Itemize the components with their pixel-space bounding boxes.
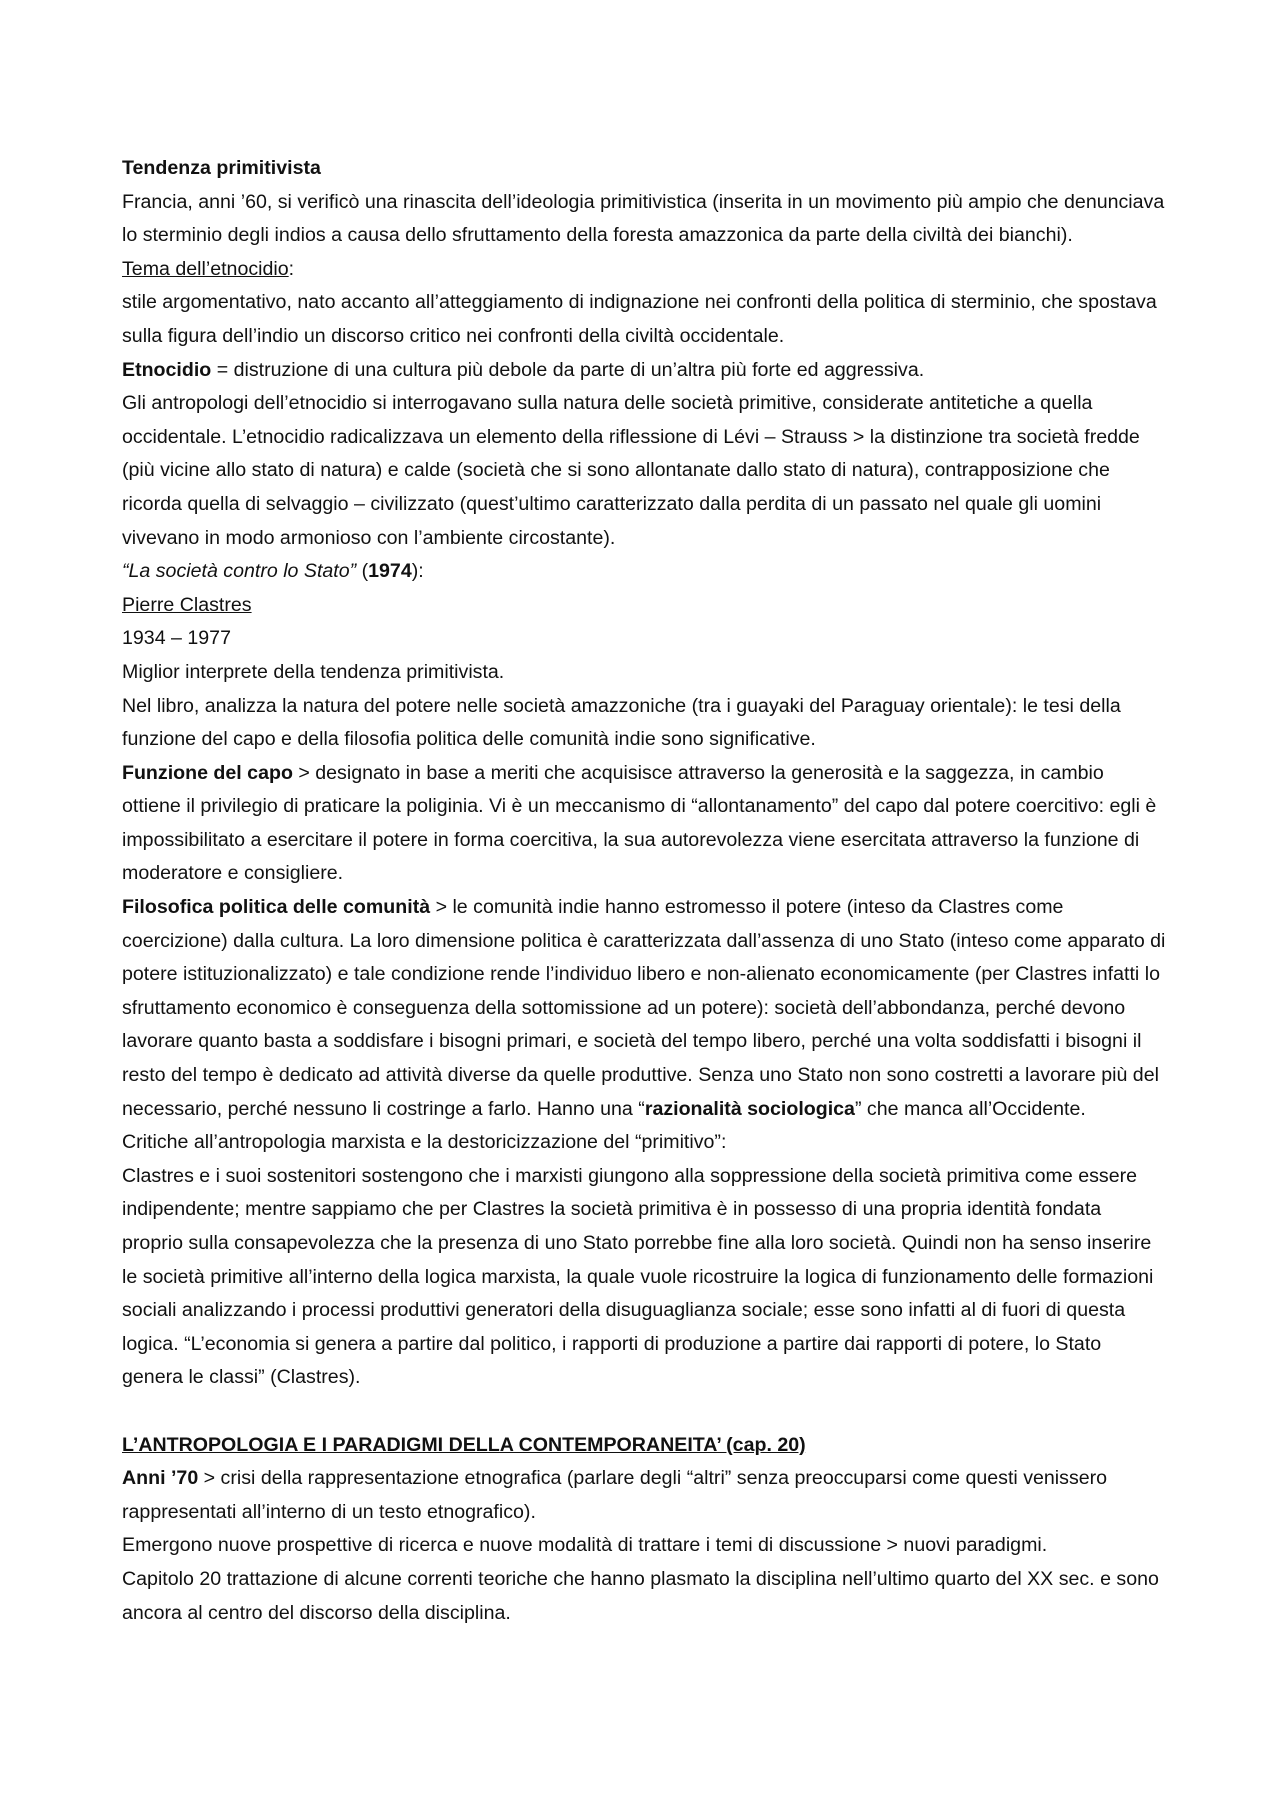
book-line: “La società contro lo Stato” (1974): <box>122 560 424 583</box>
paragraph-francia: Francia, anni ’60, si verificò una rinascita dell’ideologia primitivistica (inserita in un movimento più ampio che denunciava lo sterminio degli indios a causa dello sfruttamento della foresta amazzonica da parte della civiltà dei bianchi). <box>122 190 1165 247</box>
paragraph-capitolo-20: Capitolo 20 trattazione di alcune correnti teoriche che hanno plasmato la disciplina nell’ultimo quarto del XX sec. e sono ancora al centro del discorso della disciplina. <box>122 1567 1159 1624</box>
funzione-capo-term: Funzione del capo <box>122 761 293 784</box>
book-year: 1974 <box>368 560 412 583</box>
tema-label: Tema dell’etnocidio <box>122 257 289 280</box>
paragraph-funzione-capo: Funzione del capo > designato in base a meriti che acquisisce attraverso la generosità e la saggezza, in cambio ottiene il privilegio di praticare la poliginia. Vi è un meccanismo di “allontanamento” del capo dal potere coercitivo: egli è impossibilitato a esercitare il potere in forma coercitiva, la sua autorevolezza viene esercitata attraverso la funzione di moderatore e consigliere. <box>122 761 1157 885</box>
anni-70-term: Anni ’70 <box>122 1467 199 1490</box>
paragraph-stile: stile argomentativo, nato accanto all’atteggiamento di indignazione nei confronti della politica di sterminio, che spostava sulla figura dell’indio un discorso critico nei confronti della civiltà occidentale. <box>122 291 1157 347</box>
etnocidio-term: Etnocidio <box>122 358 212 381</box>
critiche-title: Critiche all’antropologia marxista e la destoricizzazione del “primitivo”: <box>122 1131 727 1154</box>
paragraph-prospettive: Emergono nuove prospettive di ricerca e nuove modalità di trattare i temi di discussione > nuovi paradigmi. <box>122 1534 1048 1557</box>
book-title: “La società contro lo Stato” <box>122 560 357 583</box>
paragraph-libro: Nel libro, analizza la natura del potere nelle società amazzoniche (tra i guayaki del Paraguay orientale): le tesi della funzione del capo e della filosofia politica delle comunità indie sono significative. <box>122 694 1121 751</box>
chapter-heading: L’ANTROPOLOGIA E I PARADIGMI DELLA CONTEMPORANEITA’ (cap. 20) <box>122 1433 806 1456</box>
paragraph-clastres: Clastres e i suoi sostenitori sostengono che i marxisti giungono alla soppressione della società primitiva come essere indipendente; mentre sappiamo che per Clastres la società primitiva è in possesso di una propria identità fondata proprio sulla consapevolezza che la presenza di uno Stato porrebbe fine alla loro società. Quindi non ha senso inserire le società primitive all’interno della logica marxista, la quale vuole ricostruire la logica di funzionamento delle formazioni sociali analizzando i processi produttivi generatori della disuguaglianza sociale; esse sono infatti al di fuori di questa logica. “L’economia si genera a partire dal politico, i rapporti di produzione a partire dai rapporti di potere, lo Stato genera le classi” (Clastres). <box>122 1164 1154 1389</box>
paragraph-etnocidio-def: Etnocidio = distruzione di una cultura più debole da parte di un’altra più forte ed aggressiva. <box>122 358 925 381</box>
section-title: Tendenza primitivista <box>122 157 321 179</box>
document-page <box>122 152 1167 1630</box>
author-name: Pierre Clastres <box>122 593 252 616</box>
paragraph-filosofia-politica: Filosofica politica delle comunità > le comunità indie hanno estromesso il potere (inteso da Clastres come coercizione) dalla cultura. La loro dimensione politica è caratterizzata dall’assenza di uno Stato (inteso come apparato di potere istituzionalizzato) e tale condizione rende l’individuo libero e non-alienato economicamente (per Clastres infatti lo sfruttamento economico è conseguenza della sottomissione ad un potere): società dell’abbondanza, perché devono lavorare quanto basta a soddisfare i bisogni primari, e società del tempo libero, perché una volta soddisfatti i bisogni il resto del tempo è dedicato ad attività diverse da quelle produttive. Senza uno Stato non sono costretti a lavorare più del necessario, perché nessuno li costringe a farlo. Hanno una “razionalità sociologica” che manca all’Occidente. <box>122 896 1166 1120</box>
paragraph-anni-70: Anni ’70 > crisi della rappresentazione etnografica (parlare degli “altri” senza preoccuparsi come questi venissero rappresentati all’interno di un testo etnografico). <box>122 1467 1108 1523</box>
paragraph-antropologi: Gli antropologi dell’etnocidio si interrogavano sulla natura delle società primitive, considerate antitetiche a quella occidentale. L’etnocidio radicalizzava un elemento della riflessione di Lévi – Strauss > la distinzione tra società fredde (più vicine allo stato di natura) e calde (società che si sono allontanate dallo stato di natura), contrapposizione che ricorda quella di selvaggio – civilizzato (quest’ultimo caratterizzato dalla perdita di un passato nel quale gli uomini vivevano in modo armonioso con l’ambiente circostante). <box>122 392 1140 549</box>
razionalita-term: razionalità sociologica <box>644 1097 855 1120</box>
tema-line: Tema dell’etnocidio: <box>122 257 295 280</box>
paragraph-interprete: Miglior interprete della tendenza primitivista. <box>122 660 505 683</box>
spacer <box>122 1395 1167 1429</box>
filosofia-term: Filosofica politica delle comunità <box>122 896 431 919</box>
author-years: 1934 – 1977 <box>122 627 231 650</box>
